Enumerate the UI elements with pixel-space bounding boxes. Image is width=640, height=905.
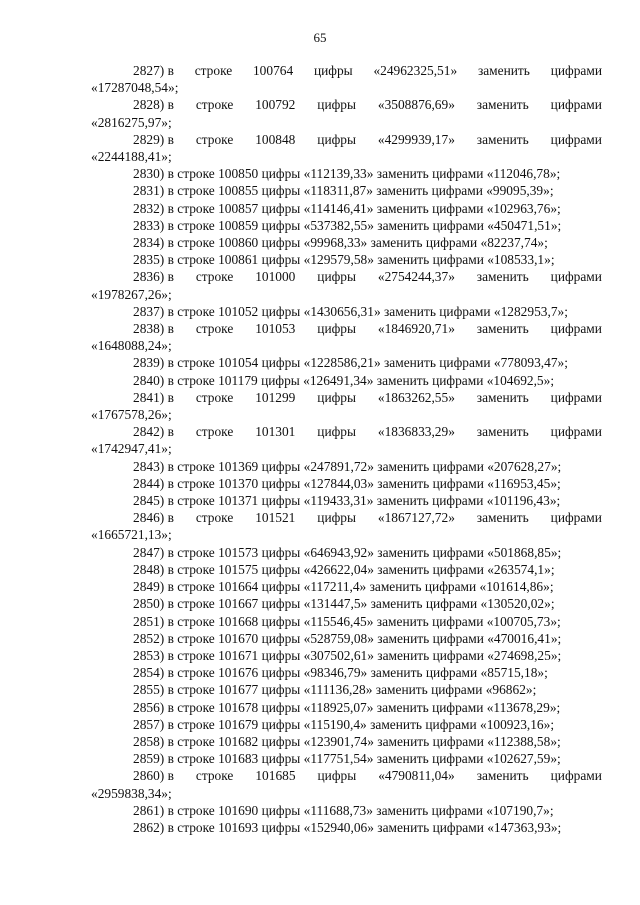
amendment-word: строке (194, 63, 233, 78)
amendment-word: цифрами (550, 510, 602, 526)
amendment-word: 2860) в (133, 768, 174, 784)
amendment-item: 2831) в строке 100855 цифры «118311,87» заменить цифрами «99095,39»; (133, 183, 554, 199)
amendment-word: строке (195, 97, 234, 113)
amendment-item: 2834) в строке 100860 цифры «99968,33» заменить цифрами «82237,74»; (133, 235, 548, 251)
amendment-item: 2837) в строке 101052 цифры «1430656,31» заменить цифрами «1282953,7»; (133, 303, 568, 319)
amendment-item-line (91, 767, 602, 784)
amendment-word: 101301 (255, 424, 296, 440)
amendment-word: цифрами (550, 97, 602, 113)
amendment-word: 101299 (255, 389, 296, 405)
amendment-word: цифрами (550, 768, 602, 784)
amendment-word: «2754244,37» (377, 269, 455, 285)
amendment-item: 2852) в строке 101670 цифры «528759,08» заменить цифрами «470016,41»; (133, 630, 562, 646)
amendment-word: цифры (317, 97, 356, 113)
amendment-item: 2839) в строке 101054 цифры «1228586,21» заменить цифрами «778093,47»; (133, 355, 568, 371)
amendment-item-line (91, 131, 602, 148)
amendment-word: цифрами (550, 131, 602, 147)
amendment-word: 101521 (255, 510, 296, 526)
amendment-item: 2861) в строке 101690 цифры «111688,73» заменить цифрами «107190,7»; (133, 802, 554, 818)
amendment-word: 2828) в (133, 97, 174, 113)
amendment-item-continuation: «2959838,34»; (91, 785, 172, 801)
amendment-item (91, 509, 602, 543)
amendment-word: цифры (317, 321, 356, 337)
amendment-word: заменить (476, 321, 529, 337)
amendment-word: 101053 (255, 321, 296, 337)
amendment-word: заменить (477, 63, 530, 78)
amendment-item-line (91, 96, 602, 113)
amendment-item (91, 320, 602, 354)
amendment-word: 2827) в (133, 63, 174, 78)
amendment-item: 2832) в строке 100857 цифры «114146,41» заменить цифрами «102963,76»; (133, 200, 561, 216)
amendment-word: цифры (317, 510, 356, 526)
amendment-item: 2862) в строке 101693 цифры «152940,06» заменить цифрами «147363,93»; (133, 819, 562, 835)
amendment-word: «24962325,51» (373, 63, 458, 78)
amendment-word: строке (195, 269, 234, 285)
amendment-word: «3508876,69» (377, 97, 455, 113)
amendment-word: 2838) в (133, 321, 174, 337)
amendment-item: 2856) в строке 101678 цифры «118925,07» заменить цифрами «113678,29»; (133, 699, 561, 715)
amendment-item: 2859) в строке 101683 цифры «117751,54» заменить цифрами «102627,59»; (133, 751, 561, 767)
amendment-item: 2857) в строке 101679 цифры «115190,4» заменить цифрами «100923,16»; (133, 716, 555, 732)
amendment-word: 100764 (252, 63, 294, 78)
amendment-item: 2853) в строке 101671 цифры «307502,61» заменить цифрами «274698,25»; (133, 647, 562, 663)
amendment-item-line (91, 62, 602, 79)
document-body (91, 62, 602, 836)
amendment-word: 101685 (255, 768, 296, 784)
amendment-word: «1846920,71» (377, 321, 455, 337)
amendment-item-line (91, 320, 602, 337)
amendment-word: 100848 (255, 131, 296, 147)
amendment-item: 2835) в строке 100861 цифры «129579,58» заменить цифрами «108533,1»; (133, 252, 555, 268)
amendment-item-line (91, 509, 602, 526)
amendment-word: цифрами (550, 63, 602, 78)
amendment-item-continuation: «1767578,26»; (91, 407, 172, 423)
amendment-item-continuation: «1978267,26»; (91, 286, 172, 302)
amendment-item-continuation: «2244188,41»; (91, 149, 172, 165)
amendment-word: строке (195, 131, 234, 147)
amendment-item (91, 767, 602, 801)
amendment-item (91, 389, 602, 423)
amendment-word: 2841) в (133, 389, 174, 405)
amendment-item: 2851) в строке 101668 цифры «115546,45» заменить цифрами «100705,73»; (133, 613, 561, 629)
page-number: 65 (313, 30, 327, 45)
amendment-word: цифры (317, 131, 356, 147)
amendment-item (91, 423, 602, 457)
amendment-item: 2849) в строке 101664 цифры «117211,4» заменить цифрами «101614,86»; (133, 579, 554, 595)
amendment-word: заменить (476, 97, 529, 113)
amendment-item: 2844) в строке 101370 цифры «127844,03» заменить цифрами «116953,45»; (133, 475, 561, 491)
amendment-item (91, 268, 602, 302)
amendment-item: 2850) в строке 101667 цифры «131447,5» заменить цифрами «130520,02»; (133, 596, 555, 612)
amendment-word: цифры (317, 269, 356, 285)
amendment-word: заменить (476, 424, 529, 440)
amendment-word: цифры (317, 389, 356, 405)
amendment-item-continuation: «1665721,13»; (91, 527, 172, 543)
amendment-item: 2858) в строке 101682 цифры «123901,74» заменить цифрами «112388,58»; (133, 733, 561, 749)
amendment-item-continuation: «1742947,41»; (91, 441, 172, 457)
amendment-item-continuation: «17287048,54»; (91, 80, 179, 96)
amendment-word: «1836833,29» (377, 424, 455, 440)
amendment-item-continuation: «1648088,24»; (91, 338, 172, 354)
amendment-word: 100792 (255, 97, 296, 113)
amendment-word: цифрами (550, 269, 602, 285)
amendment-item: 2855) в строке 101677 цифры «111136,28» заменить цифрами «96862»; (133, 682, 537, 698)
amendment-word: «4299939,17» (377, 131, 455, 147)
amendment-item: 2833) в строке 100859 цифры «537382,55» заменить цифрами «450471,51»; (133, 217, 562, 233)
amendment-word: цифрами (550, 424, 602, 440)
amendment-word: строке (195, 389, 234, 405)
amendment-item: 2843) в строке 101369 цифры «247891,72» заменить цифрами «207628,27»; (133, 458, 562, 474)
amendment-word: цифрами (550, 321, 602, 337)
amendment-word: строке (195, 510, 234, 526)
amendment-word: заменить (476, 510, 529, 526)
amendment-word: «1867127,72» (377, 510, 455, 526)
amendment-word: «4790811,04» (378, 768, 455, 784)
amendment-word: 2846) в (133, 510, 174, 526)
amendment-word: 101000 (255, 269, 296, 285)
amendment-word: заменить (476, 389, 529, 405)
amendment-item: 2845) в строке 101371 цифры «119433,31» заменить цифрами «101196,43»; (133, 493, 561, 509)
amendment-item-line (91, 268, 602, 285)
amendment-word: строке (195, 321, 234, 337)
amendment-word: 2836) в (133, 269, 174, 285)
amendment-word: цифры (313, 63, 353, 78)
amendment-word: цифрами (550, 389, 602, 405)
amendment-word: «1863262,55» (377, 389, 455, 405)
amendment-word: заменить (476, 131, 529, 147)
amendment-item (91, 96, 602, 130)
amendment-word: заменить (476, 269, 529, 285)
amendment-item (91, 62, 602, 96)
amendment-item-continuation: «2816275,97»; (91, 114, 172, 130)
amendment-word: строке (195, 424, 234, 440)
amendment-item: 2854) в строке 101676 цифры «98346,79» заменить цифрами «85715,18»; (133, 665, 548, 681)
amendment-word: строке (195, 768, 234, 784)
amendment-item-line (91, 423, 602, 440)
amendment-item-line (91, 389, 602, 406)
amendment-item: 2847) в строке 101573 цифры «646943,92» заменить цифрами «501868,85»; (133, 544, 562, 560)
amendment-word: цифры (317, 768, 357, 784)
amendment-word: 2842) в (133, 424, 174, 440)
amendment-item (91, 131, 602, 165)
amendment-word: 2829) в (133, 131, 174, 147)
amendment-item: 2840) в строке 101179 цифры «126491,34» заменить цифрами «104692,5»; (133, 372, 555, 388)
amendment-item: 2830) в строке 100850 цифры «112139,33» заменить цифрами «112046,78»; (133, 166, 561, 182)
amendment-word: заменить (476, 768, 529, 784)
amendment-word: цифры (317, 424, 356, 440)
amendment-item: 2848) в строке 101575 цифры «426622,04» заменить цифрами «263574,1»; (133, 561, 555, 577)
